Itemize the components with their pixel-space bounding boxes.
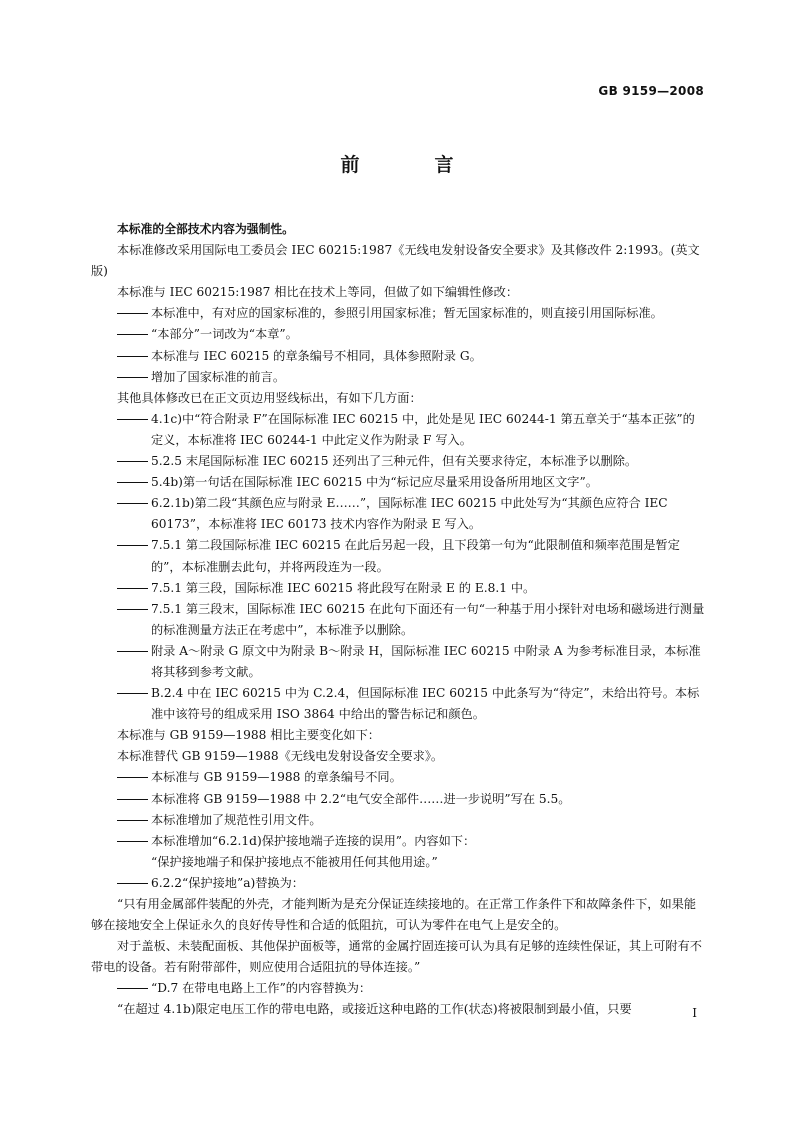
standard-code: GB 9159—2008 bbox=[598, 84, 704, 98]
dash-item bbox=[91, 599, 705, 641]
paragraph: 本标准的全部技术内容为强制性。 bbox=[117, 222, 294, 236]
dash-item bbox=[91, 831, 705, 852]
dash-item-text: 7.5.1 第二段国际标准 IEC 60215 在此后另起一段，且下段第一句为“此限制值和频率范围是暂定的”，本标准删去此句，并将两段连为一段。 bbox=[151, 538, 680, 574]
dash-item bbox=[91, 472, 705, 493]
page-number: I bbox=[692, 1006, 697, 1020]
dash-item-text: 7.5.1 第三段，国际标准 IEC 60215 将此段写在附录 E 的 E.8.1 中。 bbox=[151, 580, 536, 595]
dash-item bbox=[91, 683, 705, 725]
dash-item-text: 本标准与 IEC 60215 的章条编号不相同，具体参照附录 G。 bbox=[151, 348, 482, 363]
paragraph: 本标准替代 GB 9159—1988《无线电发射设备安全要求》。 bbox=[117, 749, 444, 764]
quoted-text: “保护接地端子和保护接地点不能被用任何其他用途。” bbox=[151, 854, 438, 869]
dash-item bbox=[91, 367, 705, 388]
dash-item-text: “本部分”一词改为“本章”。 bbox=[151, 327, 298, 342]
dash-item bbox=[91, 346, 705, 367]
dash-item bbox=[91, 324, 705, 345]
dash-item-text: 附录 A～附录 G 原文中为附录 B～附录 H，国际标准 IEC 60215 中附录 A 为参考标准目录，本标准将其移到参考文献。 bbox=[151, 643, 701, 679]
dash-item-text: 本标准中，有对应的国家标准的，参照引用国家标准；暂无国家标准的，则直接引用国际标准。 bbox=[151, 306, 663, 321]
dash-item-text: 6.2.2“保护接地”a)替换为： bbox=[151, 875, 304, 890]
paragraph: “只有用金属部件装配的外壳，才能判断为是充分保证连续接地的。在正常工作条件下和故障条件下，如果能够在接地安全上保证永久的良好传导性和合适的低阻抗，可认为零件在电气上是安全的。 bbox=[91, 897, 697, 933]
dash-item-text: 本标准与 GB 9159—1988 的章条编号不同。 bbox=[151, 770, 402, 785]
dash-item-text: 5.2.5 末尾国际标准 IEC 60215 还列出了三种元件，但有关要求待定，本标准予以删除。 bbox=[151, 454, 638, 469]
dash-item-text: 4.1c)中“符合附录 F”在国际标准 IEC 60215 中，此处是见 IEC 60244-1 第五章关于“基本正弦”的定义，本标准将 IEC 60244-1 中此定义作为附录 F 写入。 bbox=[151, 411, 695, 447]
paragraph: 对于盖板、未装配面板、其他保护面板等，通常的金属拧固连接可认为具有足够的连续性保证，其上可附有不带电的设备。若有附带部件，则应使用合适阻抗的导体连接。” bbox=[91, 939, 702, 975]
dash-item bbox=[91, 767, 705, 788]
dash-item bbox=[91, 578, 705, 599]
dash-item-text: 本标准增加“6.2.1d)保护接地端子连接的误用”。内容如下： bbox=[151, 833, 476, 848]
dash-item bbox=[91, 789, 705, 810]
dash-item-text: 本标准将 GB 9159—1988 中 2.2“电气安全部件……进一步说明”写在 5.5。 bbox=[151, 791, 571, 806]
paragraph: 本标准与 GB 9159—1988 相比主要变化如下： bbox=[117, 728, 380, 743]
page-title: 前 言 bbox=[340, 154, 482, 176]
paragraph: 本标准修改采用国际电工委员会 IEC 60215:1987《无线电发射设备安全要求》及其修改件 2:1993。(英文版) bbox=[91, 243, 700, 279]
dash-item-text: 6.2.1b)第二段“其颜色应与附录 E……”，国际标准 IEC 60215 中此处写为“其颜色应符合 IEC 60173”，本标准将 IEC 60173 技术内容作为附录 E 写入。 bbox=[151, 496, 668, 532]
dash-item bbox=[91, 451, 705, 472]
dash-item bbox=[91, 303, 705, 324]
dash-item bbox=[91, 641, 705, 683]
dash-item bbox=[91, 409, 705, 451]
foreword-body bbox=[91, 219, 705, 1021]
dash-item-text: 7.5.1 第三段末，国际标准 IEC 60215 在此句下面还有一句“一种基于用小探针对电场和磁场进行测量的标准测量方法正在考虑中”，本标准予以删除。 bbox=[151, 601, 705, 637]
dash-item-text: 本标准增加了规范性引用文件。 bbox=[151, 812, 322, 827]
dash-item bbox=[91, 978, 705, 999]
paragraph: 本标准与 IEC 60215:1987 相比在技术上等同，但做了如下编辑性修改： bbox=[117, 285, 519, 300]
dash-item bbox=[91, 535, 705, 577]
dash-item bbox=[91, 493, 705, 535]
dash-item-text: 5.4b)第一句话在国际标准 IEC 60215 中为“标记应尽量采用设备所用地区文字”。 bbox=[151, 475, 598, 490]
dash-item-text: B.2.4 中在 IEC 60215 中为 C.2.4，但国际标准 IEC 60215 中此条写为“待定”，未给出符号。本标准中该符号的组成采用 ISO 3864 中给出的警告标记和颜色。 bbox=[151, 686, 700, 722]
dash-item bbox=[91, 810, 705, 831]
dash-item-text: 增加了国家标准的前言。 bbox=[151, 369, 286, 384]
dash-item bbox=[91, 873, 705, 894]
paragraph: 其他具体修改已在正文页边用竖线标出，有如下几方面： bbox=[117, 390, 422, 405]
paragraph: “在超过 4.1b)限定电压工作的带电电路，或接近这种电路的工作(状态)将被限制到最小值，只要 bbox=[117, 1002, 632, 1017]
dash-item-text: “D.7 在带电电路上工作”的内容替换为： bbox=[151, 981, 372, 996]
